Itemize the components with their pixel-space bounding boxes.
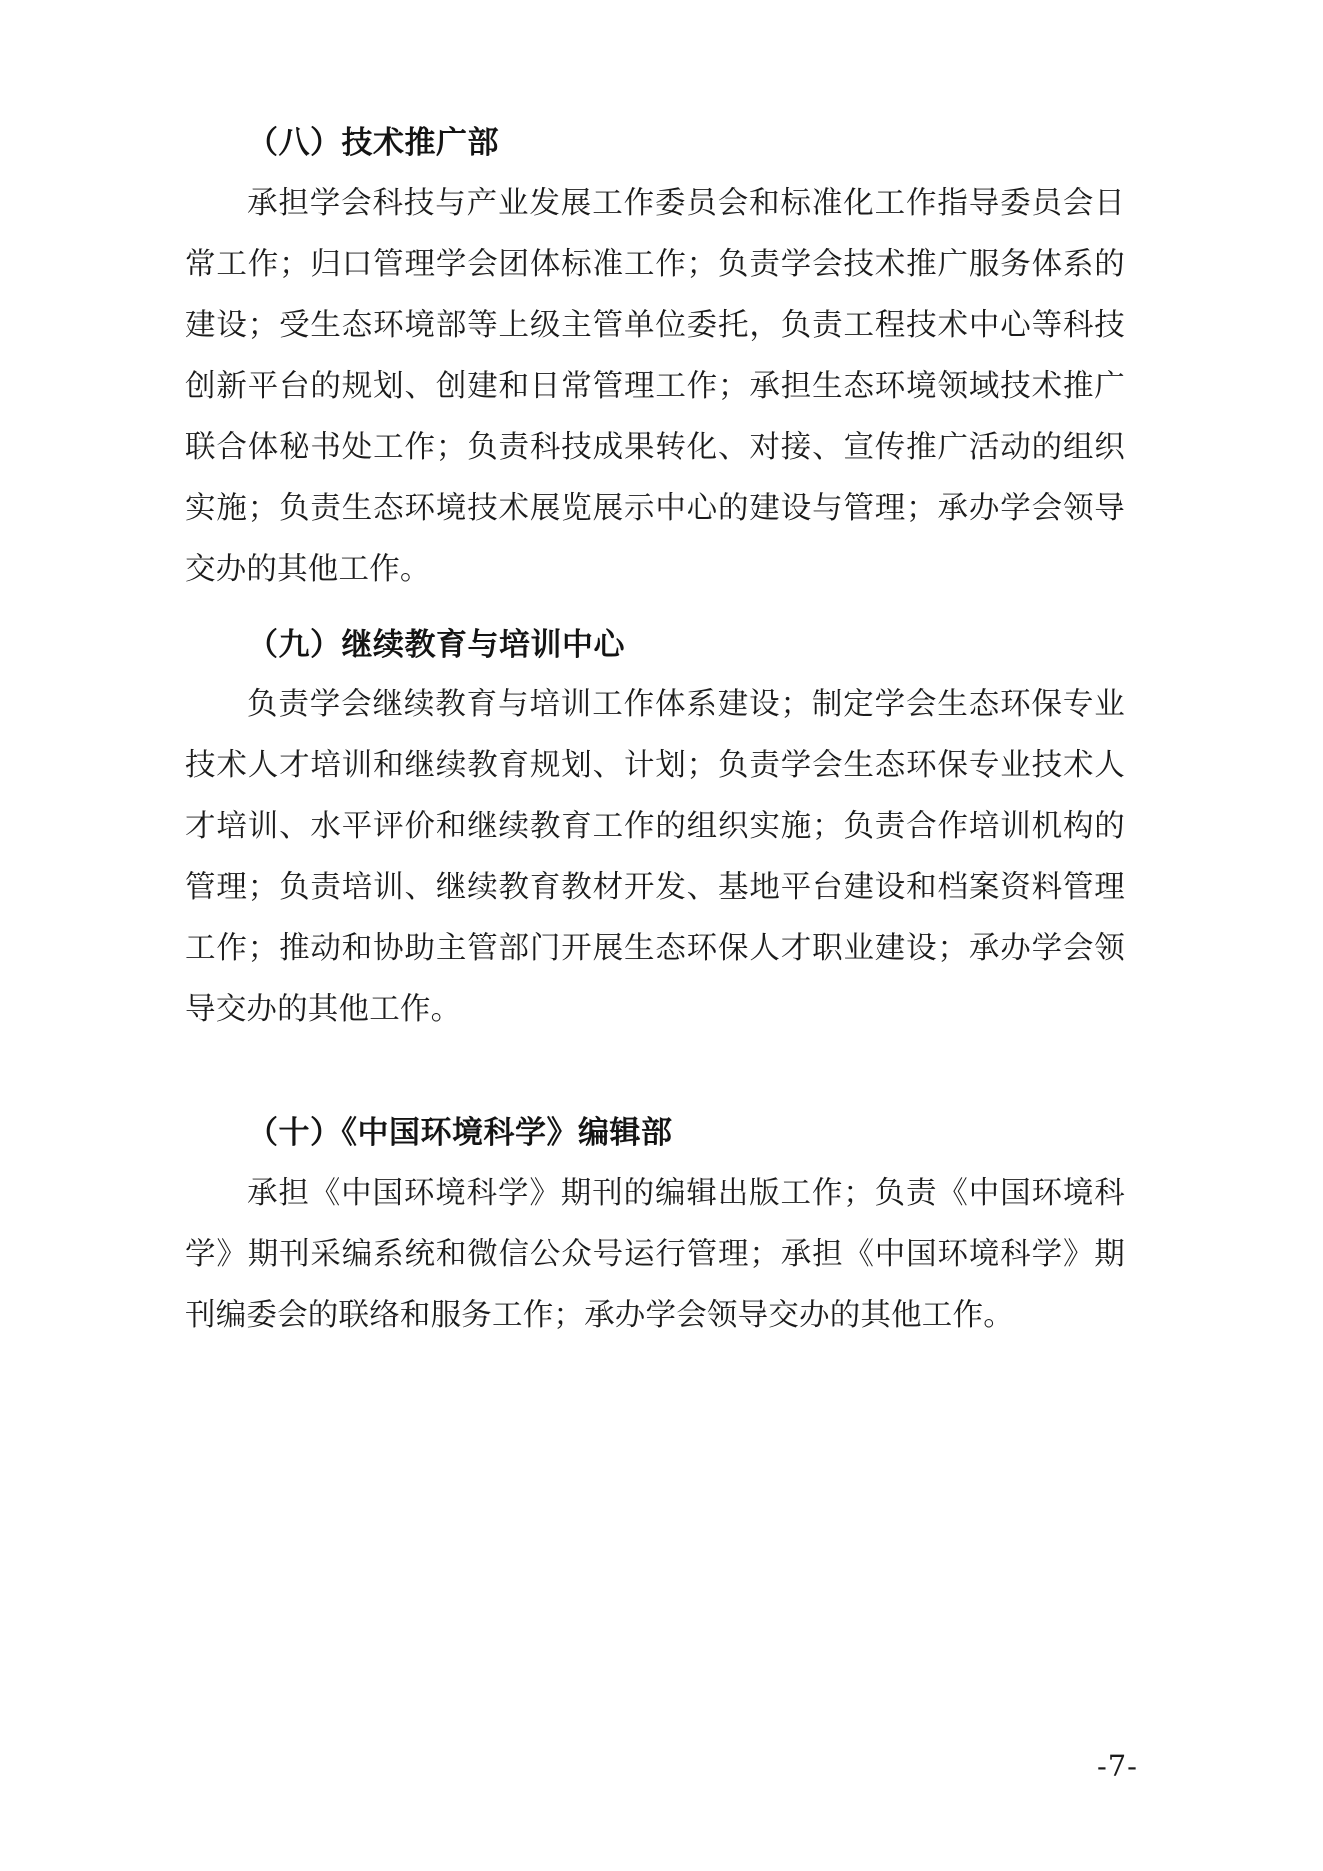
section-paragraph-9: 负责学会继续教育与培训工作体系建设；制定学会生态环保专业技术人才培训和继续教育规划、计划；负责学会生态环保专业技术人才培训、水平评价和继续教育工作的组织实施；负责合作培训机构的管理；负责培训、继续教育教材开发、基地平台建设和档案资料管理工作；推动和协助主管部门开展生态环保人才职业建设；承办学会领导交办的其他工作。 [185, 687, 1125, 1027]
document-body [185, 120, 1125, 1346]
section-heading-9: （九）继续教育与培训中心 [247, 626, 625, 663]
section-heading-8: （八）技术推广部 [247, 125, 499, 161]
page-number: -7- [1096, 1749, 1138, 1783]
section-spacer-large [185, 1044, 1125, 1110]
section-heading-10: （十）《中国环境科学》编辑部 [247, 1115, 673, 1151]
section-paragraph-10: 承担《中国环境科学》期刊的编辑出版工作；负责《中国环境科学》期刊采编系统和微信公众号运行管理；承担《中国环境科学》期刊编委会的联络和服务工作；承办学会领导交办的其他工作。 [185, 1175, 1125, 1333]
section-spacer [185, 604, 1125, 622]
section-paragraph-8: 承担学会科技与产业发展工作委员会和标准化工作指导委员会日常工作；归口管理学会团体标准工作；负责学会技术推广服务体系的建设；受生态环境部等上级主管单位委托，负责工程技术中心等科技创新平台的规划、创建和日常管理工作；承担生态环境领域技术推广联合体秘书处工作；负责科技成果转化、对接、宣传推广活动的组织实施；负责生态环境技术展览展示中心的建设与管理；承办学会领导交办的其他工作。 [185, 185, 1125, 587]
